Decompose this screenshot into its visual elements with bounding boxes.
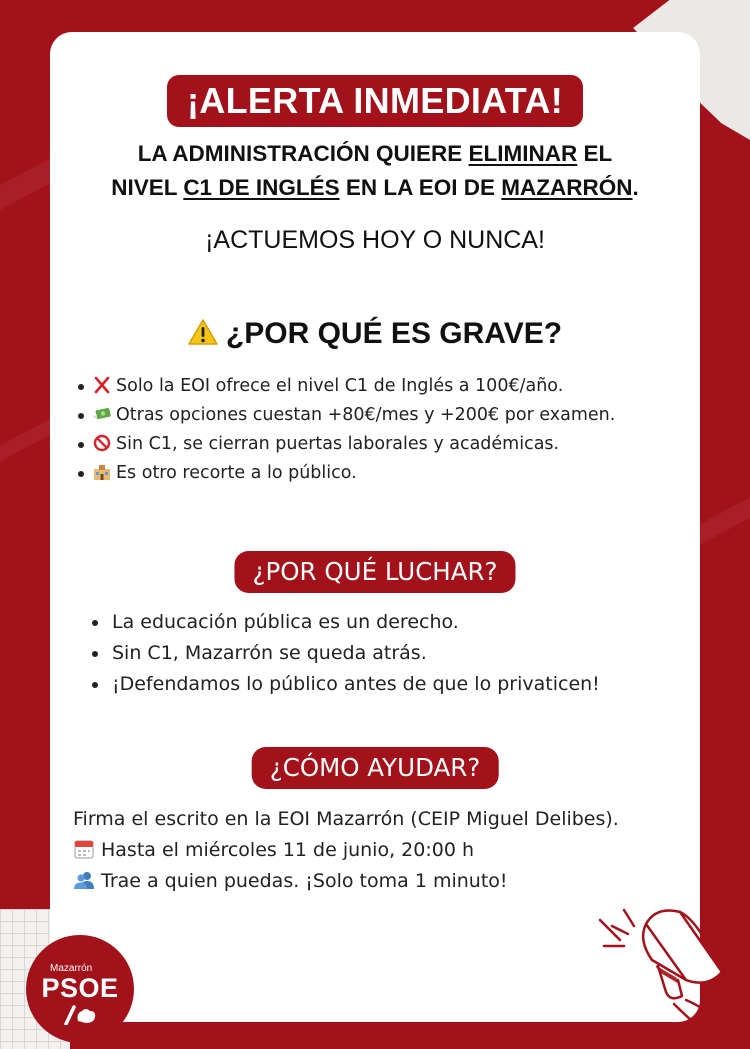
school-icon	[92, 463, 112, 481]
list-item: La educación pública es un derecho.	[92, 607, 600, 638]
warning-icon	[188, 319, 218, 345]
prohibited-icon	[92, 434, 112, 452]
money-wings-icon	[92, 405, 112, 423]
alert-title: ¡ALERTA INMEDIATA!	[167, 75, 583, 127]
luchar-section-title: ¿POR QUÉ LUCHAR?	[234, 551, 515, 593]
calendar-icon	[73, 839, 95, 859]
logo-name: PSOE	[41, 973, 119, 1003]
people-icon	[73, 870, 95, 890]
headline-underlined: C1 DE INGLÉS	[183, 175, 340, 200]
grave-list	[78, 372, 615, 488]
headline-text: NIVEL	[111, 175, 184, 200]
headline-line-1	[50, 137, 700, 171]
megaphone-icon	[590, 900, 750, 1040]
headline-line-2	[50, 171, 700, 205]
flyer-card	[50, 32, 700, 1022]
psoe-logo	[26, 935, 134, 1043]
headline	[50, 137, 700, 205]
headline-text: .	[632, 175, 639, 200]
headline-text: LA ADMINISTRACIÓN QUIERE	[137, 141, 469, 166]
list-item: ¡Defendamos lo público antes de que lo privaticen!	[92, 669, 600, 700]
help-block	[73, 804, 619, 897]
help-deadline-text: Hasta el miércoles 11 de junio, 20:00 h	[101, 839, 475, 861]
help-line-deadline	[73, 835, 619, 866]
list-item	[78, 459, 615, 488]
help-bring-text: Trae a quien puedas. ¡Solo toma 1 minuto!	[101, 870, 508, 892]
headline-text: EN LA EOI DE	[339, 175, 502, 200]
list-item-text: Es otro recorte a lo público.	[116, 463, 357, 483]
headline-underlined: MAZARRÓN	[501, 175, 633, 200]
list-item: Sin C1, Mazarrón se queda atrás.	[92, 638, 600, 669]
help-line-sign: Firma el escrito en la EOI Mazarrón (CEIP Miguel Delibes).	[73, 808, 619, 830]
ayudar-section-title: ¿CÓMO AYUDAR?	[252, 747, 499, 789]
call-to-action: ¡ACTUEMOS HOY O NUNCA!	[205, 226, 545, 254]
headline-underlined: ELIMINAR	[468, 141, 578, 166]
list-item	[78, 372, 615, 401]
grave-section-title	[50, 317, 700, 351]
list-item	[78, 401, 615, 430]
help-line-bring	[73, 866, 619, 897]
logo-town: Mazarrón	[50, 963, 93, 974]
list-item-text: Sin C1, se cierran puertas laborales y académicas.	[116, 434, 560, 454]
psoe-fist-logo-icon	[64, 1005, 98, 1025]
list-item-text: Solo la EOI ofrece el nivel C1 de Inglés a 100€/año.	[116, 376, 564, 396]
cross-mark-icon	[92, 376, 112, 394]
list-item	[78, 430, 615, 459]
luchar-list	[92, 607, 600, 700]
headline-text: EL	[577, 141, 613, 166]
list-item-text: Otras opciones cuestan +80€/mes y +200€ por examen.	[116, 405, 616, 425]
grave-title-text: ¿POR QUÉ ES GRAVE?	[225, 317, 563, 350]
